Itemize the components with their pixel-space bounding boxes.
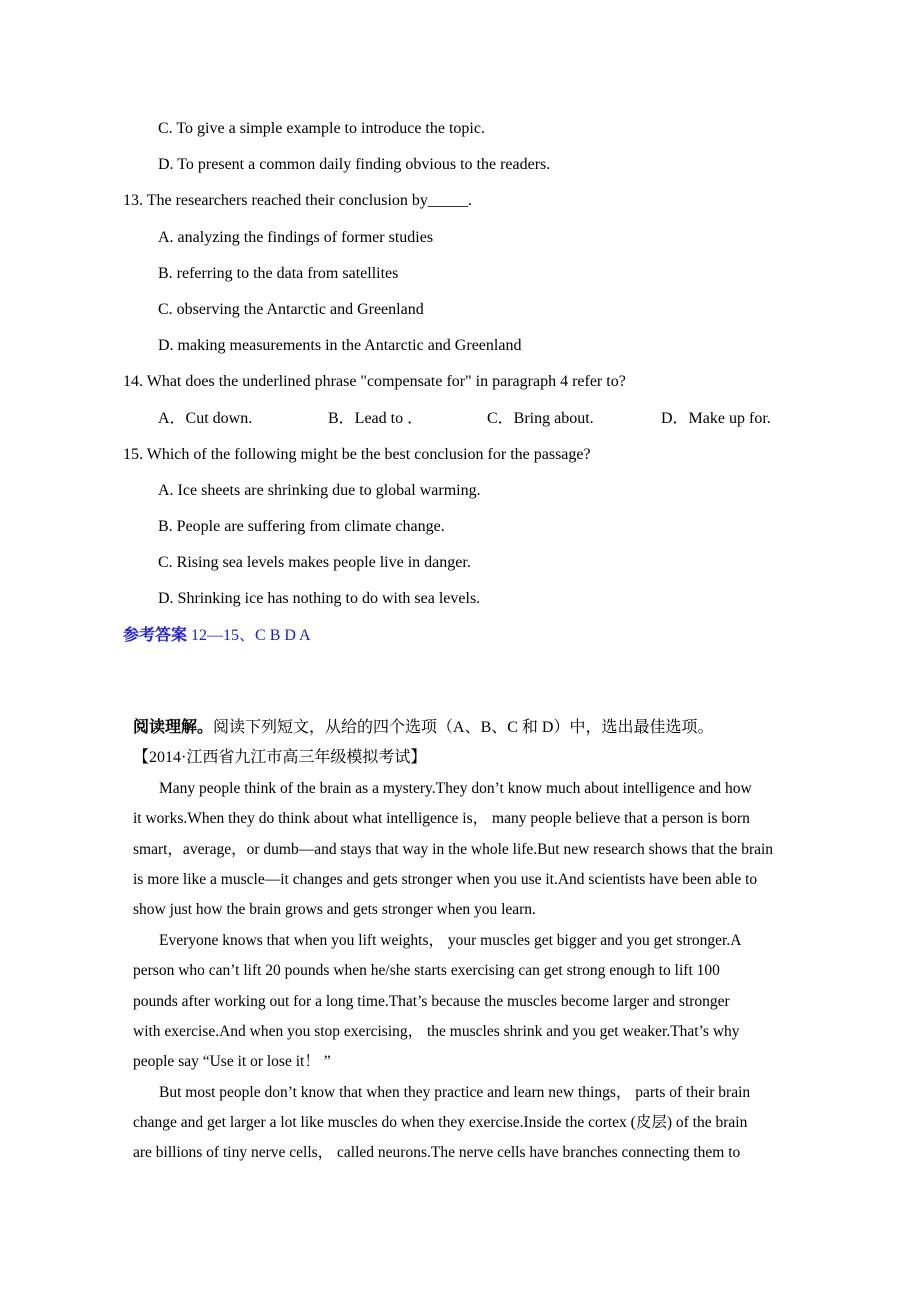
passage-line: pounds after working out for a long time.That’s because the muscles become larger and stronger <box>133 992 730 1010</box>
option-line: A. analyzing the findings of former studies <box>158 228 434 246</box>
option-inline: D．Make up for. <box>661 409 771 427</box>
reading-instructions: 阅读下列短文，从给的四个选项（A、B、C 和 D）中，选出最佳选项。 <box>213 719 714 736</box>
option-line: D. To present a common daily finding obvious to the readers. <box>158 156 551 174</box>
passage-line: are billions of tiny nerve cells， called neurons.The nerve cells have branches connecting them to <box>133 1144 741 1162</box>
question-14-options-row <box>123 401 920 437</box>
passage-line: show just how the brain grows and gets stronger when you learn. <box>133 901 536 919</box>
option-inline: C．Bring about. <box>487 409 594 427</box>
option-line: C. Rising sea levels makes people live in danger. <box>158 554 471 572</box>
passage-line: But most people don’t know that when they practice and learn new things， parts of their brain <box>159 1083 751 1101</box>
option-line: B. referring to the data from satellites <box>158 264 399 282</box>
answer-key-label: 参考答案 <box>123 626 188 644</box>
answer-key-line <box>123 618 920 654</box>
passage-line: it works.When they do think about what intelligence is， many people believe that a person is born <box>133 810 750 828</box>
question-13-stem: 13. The researchers reached their conclusion by_____. <box>123 192 472 210</box>
passage-line: Many people think of the brain as a mystery.They don’t know much about intelligence and how <box>159 779 752 797</box>
questions-block <box>123 111 920 654</box>
option-line: C. observing the Antarctic and Greenland <box>158 300 424 318</box>
passage-line: is more like a muscle—it changes and gets stronger when you use it.And scientists have been able to <box>133 870 758 888</box>
option-line: D. Shrinking ice has nothing to do with sea levels. <box>158 590 481 608</box>
passage-line: Everyone knows that when you lift weights， your muscles get bigger and you get stronger.A <box>159 931 742 949</box>
reading-section-heading: 阅读理解。 <box>133 719 214 736</box>
passage-line: change and get larger a lot like muscles do when they exercise.Inside the cortex (皮层) of the brain <box>133 1114 748 1132</box>
passage-line: smart，average，or dumb—and stays that way in the whole life.But new research shows that the brain <box>133 840 774 858</box>
passage-line: with exercise.And when you stop exercising， the muscles shrink and you get weaker.That’s why <box>133 1022 740 1040</box>
reading-section <box>133 713 920 1169</box>
option-inline: A．Cut down. <box>158 409 253 427</box>
passage-source-line: 【2014·江西省九江市高三年级模拟考试】 <box>133 749 427 767</box>
question-15-stem: 15. Which of the following might be the best conclusion for the passage? <box>123 445 591 463</box>
option-line: D. making measurements in the Antarctic and Greenland <box>158 337 522 355</box>
option-inline: B．Lead to ． <box>328 409 424 427</box>
passage-line: person who can’t lift 20 pounds when he/she starts exercising can get strong enough to lift 100 <box>133 962 720 980</box>
answer-key-value: 12—15、C B D A <box>191 626 311 644</box>
option-line: B. People are suffering from climate change. <box>158 518 445 536</box>
reading-instructions-line <box>133 713 920 743</box>
passage-line: people say “Use it or lose it！ ” <box>133 1053 331 1071</box>
question-14-stem: 14. What does the underlined phrase "compensate for" in paragraph 4 refer to? <box>123 373 626 391</box>
option-line: C. To give a simple example to introduce the topic. <box>158 120 485 137</box>
option-line: A. Ice sheets are shrinking due to global warming. <box>158 481 481 499</box>
